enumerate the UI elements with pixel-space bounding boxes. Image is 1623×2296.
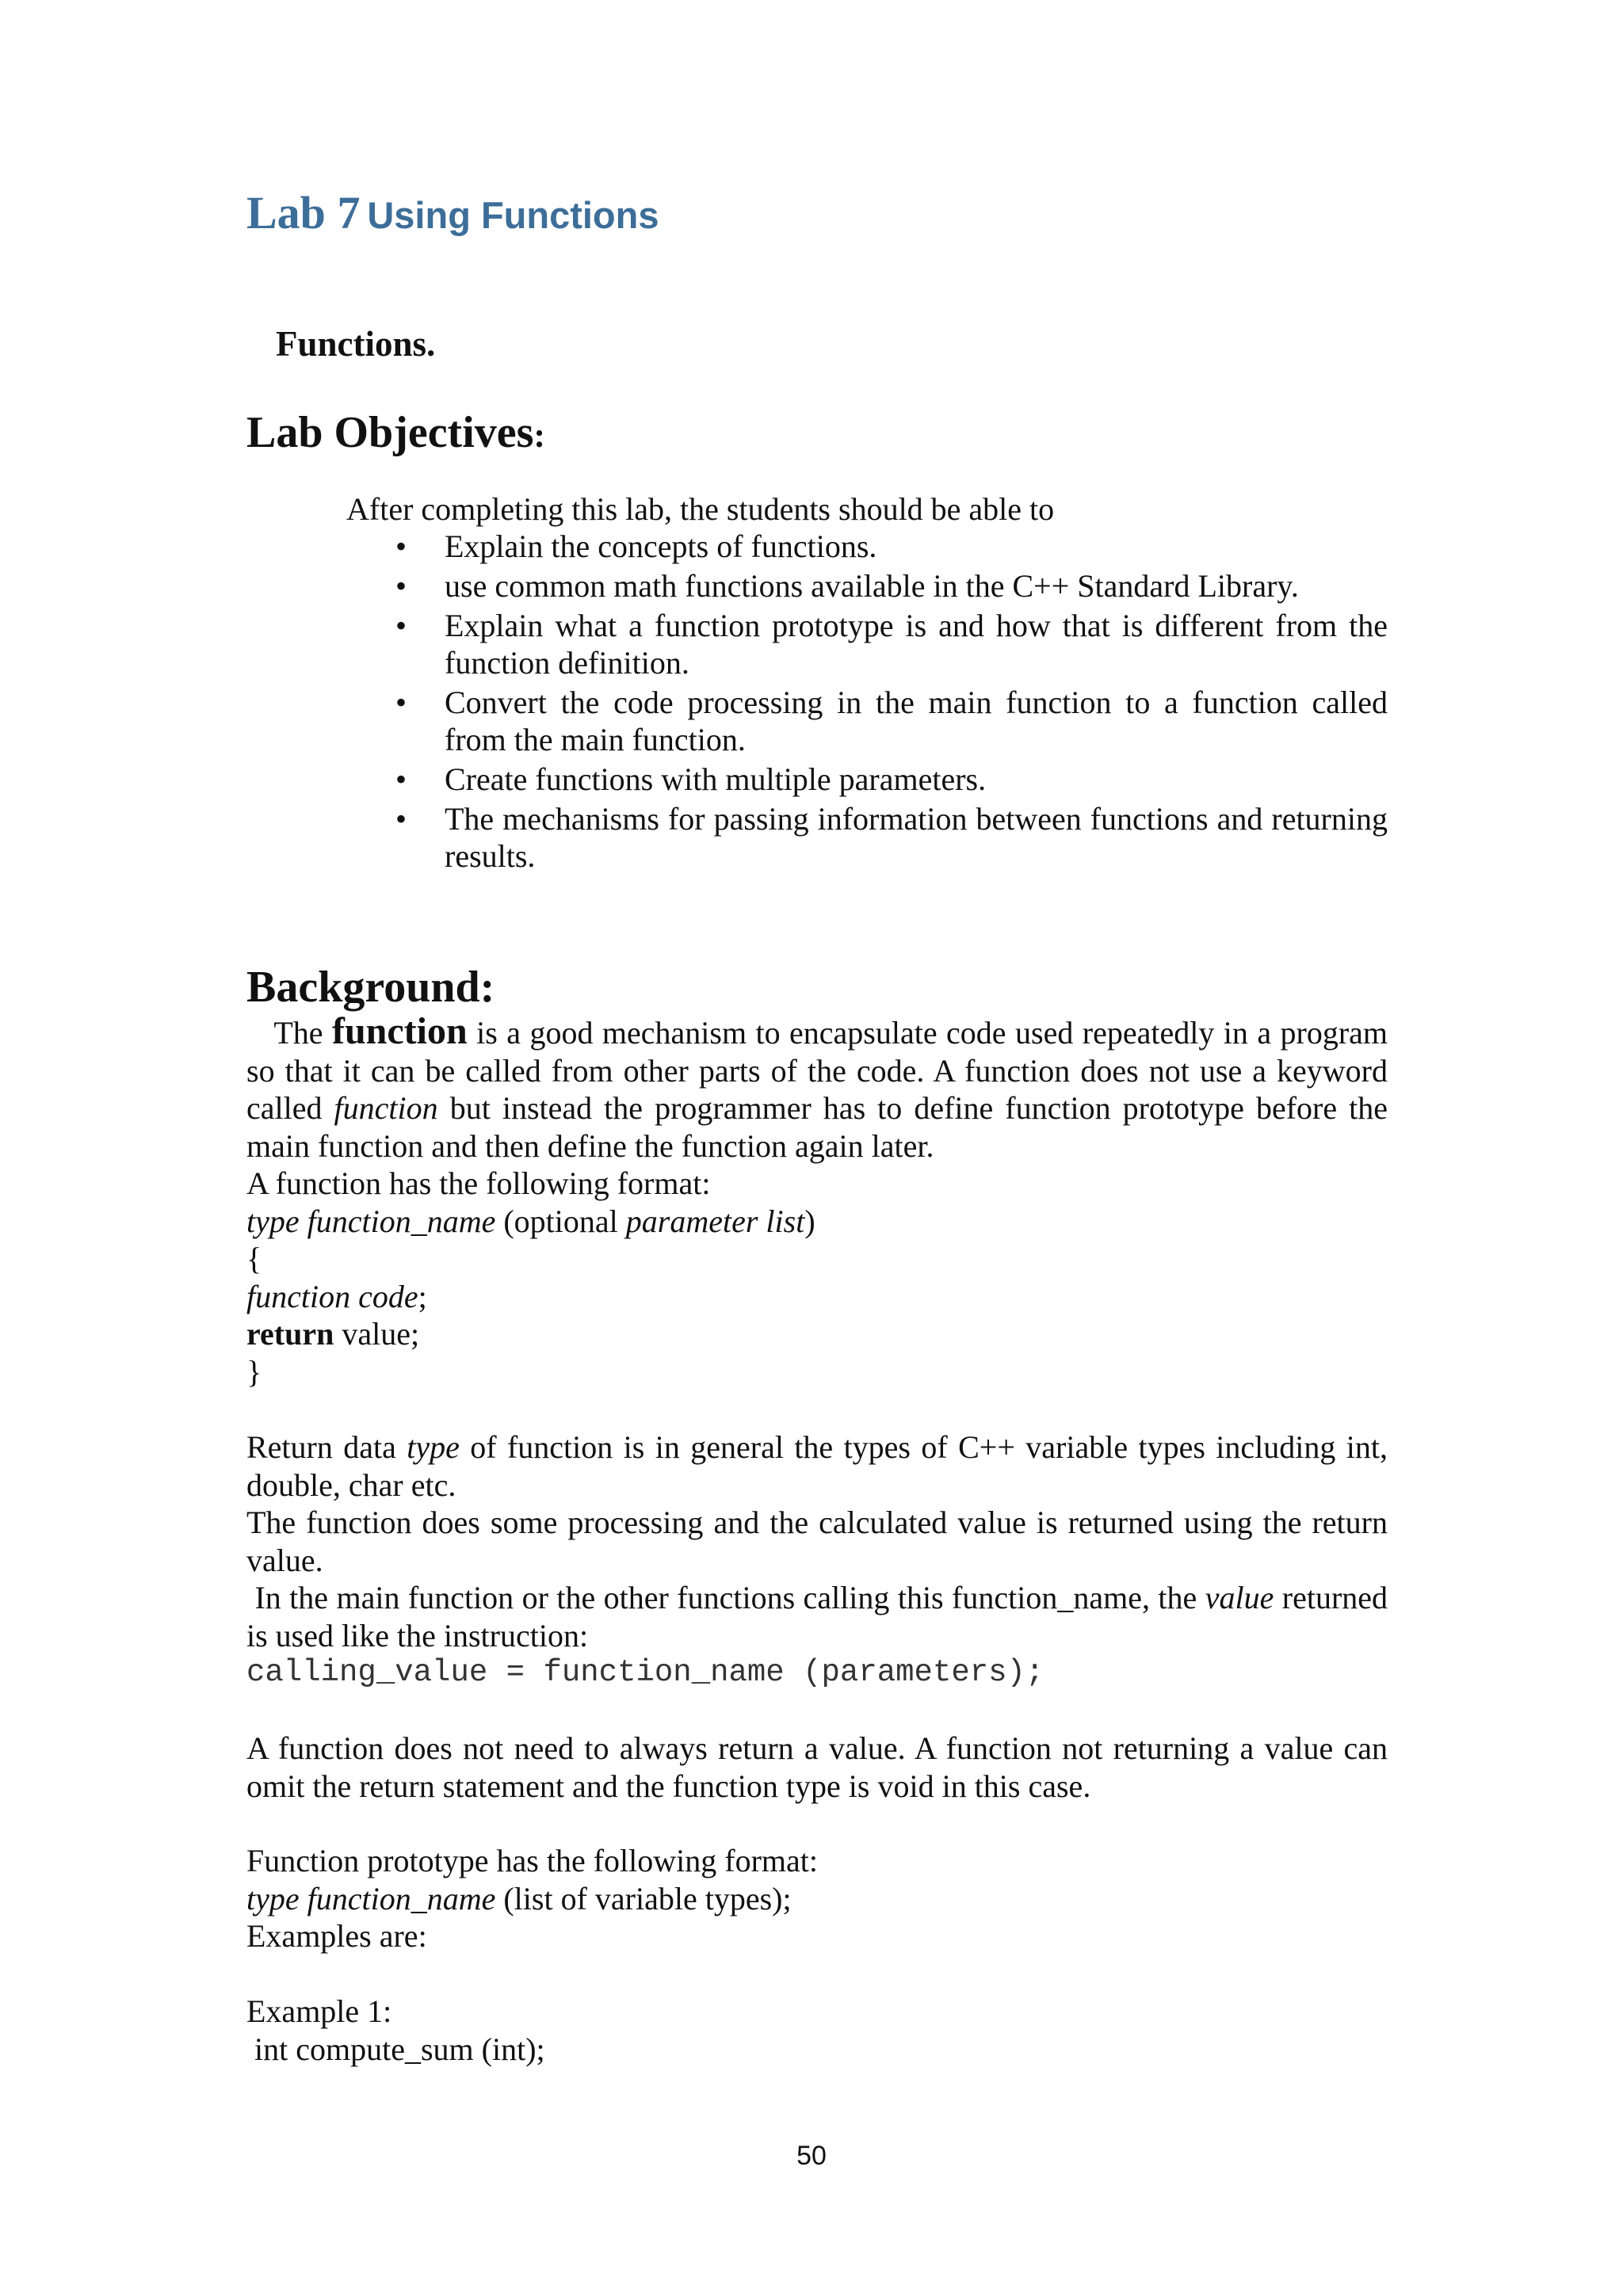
format-param-list: parameter list (625, 1203, 805, 1239)
p1-italic-word: function (334, 1090, 438, 1126)
bullet-icon: • (395, 761, 407, 797)
function-format-block (246, 1165, 1388, 1390)
format-close-paren: ) (804, 1203, 815, 1239)
list-item (395, 684, 1388, 758)
example1-code (246, 2031, 1388, 2069)
bullet-icon: • (395, 801, 407, 837)
objective-text: Explain what a function prototype is and how that is different from the function definition. (445, 608, 1388, 681)
objective-text: use common math functions available in the C++ Standard Library. (445, 568, 1299, 604)
proto-type-name: type function_name (246, 1880, 496, 1917)
p1-keyword: function (331, 1010, 468, 1052)
format-return (246, 1315, 1388, 1353)
background-heading: Background: (246, 963, 495, 1012)
format-semicolon: ; (418, 1278, 427, 1314)
p4-a: In the main function or the other functions calling this function_name, the (254, 1580, 1197, 1615)
format-optional: (optional (503, 1203, 618, 1239)
example1-label: Example 1: (246, 1993, 392, 2029)
list-item (395, 761, 1388, 798)
example-block (246, 1993, 1388, 2068)
lab-title (246, 187, 659, 238)
page-number: 50 (796, 2141, 827, 2171)
prototype-block (246, 1842, 1388, 1955)
list-item (395, 607, 1388, 681)
list-item (395, 567, 1388, 605)
format-return-rest: value; (342, 1316, 420, 1352)
p2-a: Return data (246, 1429, 396, 1465)
objective-text: The mechanisms for passing information between functions and returning results. (445, 801, 1388, 874)
lab-name: Using Functions (367, 194, 659, 236)
objective-text: Explain the concepts of functions. (445, 528, 877, 564)
format-return-keyword: return (246, 1316, 334, 1352)
proto-intro: Function prototype has the following format: (246, 1843, 818, 1878)
p4-b: returned is used like the instruction: (246, 1580, 1388, 1653)
p2-type-word: type (407, 1429, 460, 1465)
format-intro: A function has the following format: (246, 1165, 711, 1201)
calling-code-line: calling_value = function_name (parameters); (246, 1655, 1044, 1690)
p4-value-word: value (1205, 1580, 1274, 1615)
examples-intro: Examples are: (246, 1918, 427, 1954)
return-type-paragraph (246, 1428, 1388, 1504)
example1-code-text: int compute_sum (int); (254, 2031, 545, 2067)
p1-tail: but instead the programmer has to define function prototype before the main function and then define the function again later. (246, 1090, 1388, 1164)
objectives-heading-colon: : (533, 416, 546, 455)
list-item (395, 800, 1388, 875)
format-open-brace: { (246, 1241, 262, 1276)
objective-text: Convert the code processing in the main function to a function called from the main function. (445, 685, 1388, 757)
format-signature (246, 1203, 1388, 1241)
background-paragraph (246, 1010, 1388, 1165)
section-subtitle: Functions. (276, 324, 436, 364)
bullet-icon: • (395, 685, 407, 720)
format-code (246, 1278, 1388, 1316)
objectives-heading (246, 410, 545, 455)
proto-signature (246, 1880, 1388, 1918)
bullet-icon: • (395, 528, 407, 564)
list-item (395, 528, 1388, 565)
p1-lead: The (273, 1015, 323, 1051)
processing-paragraph: The function does some processing and the calculated value is returned using the return value. (246, 1505, 1388, 1578)
bullet-icon: • (395, 568, 407, 604)
calling-paragraph (246, 1579, 1388, 1654)
p1-rest: is a good mechanism to encapsulate code used repeatedly in a program so that it can be called from other parts of the code. A function does not use a keyword called (246, 1015, 1388, 1126)
p2-b: of function is in general the types of C++ variable types including int, double, char etc. (246, 1429, 1388, 1503)
format-close-brace: } (246, 1353, 262, 1390)
format-type-name: type function_name (246, 1203, 496, 1239)
objective-text: Create functions with multiple parameters. (445, 761, 987, 797)
lab-number: Lab 7 (246, 187, 361, 238)
objectives-heading-text: Lab Objectives (246, 408, 534, 457)
void-paragraph: A function does not need to always return a value. A function not returning a value can omit the return statement and the function type is void in this case. (246, 1730, 1388, 1804)
objectives-list (395, 528, 1388, 877)
proto-rest: (list of variable types); (503, 1880, 792, 1917)
bullet-icon: • (395, 608, 407, 643)
format-code-text: function code (246, 1278, 418, 1314)
objectives-intro: After completing this lab, the students should be able to (346, 491, 1055, 527)
